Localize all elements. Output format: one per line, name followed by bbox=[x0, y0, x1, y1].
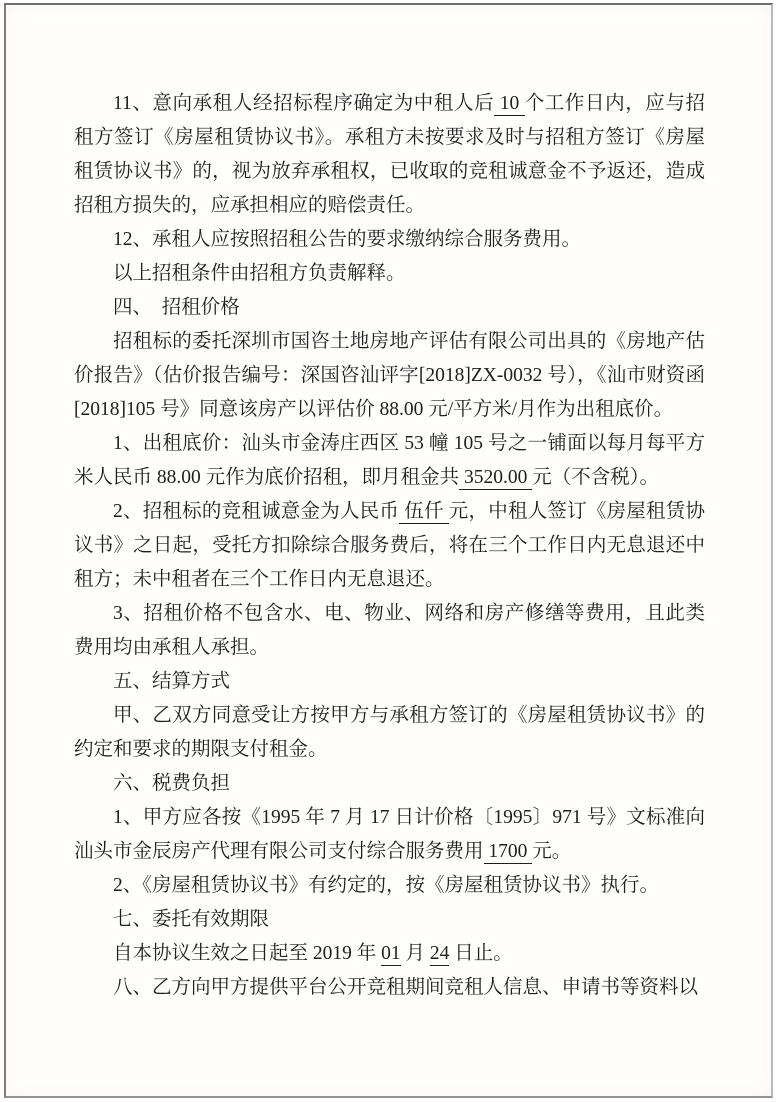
paragraph bbox=[74, 597, 705, 665]
paragraph bbox=[74, 971, 705, 1005]
paragraph-text: 1、甲方应各按《1995 年 7 月 17 日计价格〔1995〕971 号》文标准向汕头市金辰房产代理有限公司支付综合服务费用 bbox=[74, 807, 705, 862]
paragraph-text: 个工作日内，应与招租方签订《房屋租赁协议书》。承租方未按要求及时与招租方签订《房屋租赁协议书》的，视为放弃承租权，已收取的竞租诚意金不予返还，造成招租方损失的，应承担相应的赔偿责任。 bbox=[74, 93, 706, 216]
filled-in-value: 24 bbox=[429, 943, 450, 964]
paragraph-text: 以上招租条件由招租方负责解释。 bbox=[113, 263, 406, 284]
paragraph-text: 甲、乙双方同意受让方按甲方与承租方签订的《房屋租赁协议书》的约定和要求的期限支付租金。 bbox=[74, 705, 705, 760]
document-body bbox=[74, 87, 705, 1005]
paragraph-text: 元（不含税）。 bbox=[532, 467, 660, 488]
paragraph bbox=[74, 869, 705, 903]
paragraph-text: 六、税费负担 bbox=[113, 773, 231, 794]
paragraph bbox=[74, 257, 705, 291]
paragraph bbox=[74, 495, 705, 597]
filled-in-value: 10 bbox=[494, 93, 525, 114]
paragraph bbox=[74, 87, 705, 223]
paragraph-text: 招租标的委托深圳市国咨土地房地产评估有限公司出具的《房地产估价报告》（估价报告编号：深国咨汕评字[2018]ZX-0032 号），《汕市财资函[2018]105 号》同意该房产以评估价 88.00 元/平方米/月作为出租底价。 bbox=[74, 331, 705, 420]
paragraph bbox=[74, 767, 705, 801]
paragraph bbox=[74, 937, 705, 971]
paragraph bbox=[74, 325, 705, 427]
paragraph-text: 八、乙方向甲方提供平台公开竞租期间竞租人信息、申请书等资料以 bbox=[113, 977, 699, 998]
filled-in-value: 01 bbox=[381, 943, 401, 964]
paragraph bbox=[74, 427, 705, 495]
paragraph-text: 月 bbox=[400, 943, 430, 964]
paragraph-text: 11、意向承租人经招标程序确定为中租人后 bbox=[113, 93, 495, 114]
paragraph bbox=[74, 291, 705, 325]
scanned-page bbox=[4, 3, 773, 1098]
filled-in-value: 1700 bbox=[483, 841, 533, 862]
paragraph bbox=[74, 223, 705, 257]
paragraph-text: 自本协议生效之日起至 2019 年 bbox=[113, 943, 382, 964]
paragraph-text: 3、招租价格不包含水、电、物业、网络和房产修缮等费用，且此类费用均由承租人承担。 bbox=[74, 603, 705, 658]
paragraph bbox=[74, 699, 705, 767]
paragraph-text: 元。 bbox=[532, 841, 572, 862]
paragraph bbox=[74, 801, 705, 869]
paragraph-text: 2、招租标的竞租诚意金为人民币 bbox=[113, 501, 400, 522]
paragraph bbox=[74, 665, 705, 699]
paragraph-text: 2、《房屋租赁协议书》有约定的，按《房屋租赁协议书》执行。 bbox=[113, 875, 660, 896]
paragraph-text: 日止。 bbox=[449, 943, 513, 964]
paragraph-text: 七、委托有效期限 bbox=[113, 909, 270, 930]
filled-in-value: 伍仟 bbox=[399, 501, 449, 522]
paragraph-text: 12、承租人应按照招租公告的要求缴纳综合服务费用。 bbox=[113, 229, 582, 250]
filled-in-value: 3520.00 bbox=[459, 467, 533, 488]
paragraph-text: 元，中租人签订《房屋租赁协议书》之日起，受托方扣除综合服务费后，将在三个工作日内无息退还中租方；未中租者在三个工作日内无息退还。 bbox=[74, 501, 705, 590]
paragraph bbox=[74, 903, 705, 937]
paragraph-text: 1、出租底价：汕头市金涛庄西区 53 幢 105 号之一铺面以每月每平方米人民币 88.00 元作为底价招租，即月租金共 bbox=[74, 433, 705, 488]
paragraph-text: 四、 招租价格 bbox=[113, 297, 240, 318]
paragraph-text: 五、结算方式 bbox=[113, 671, 231, 692]
